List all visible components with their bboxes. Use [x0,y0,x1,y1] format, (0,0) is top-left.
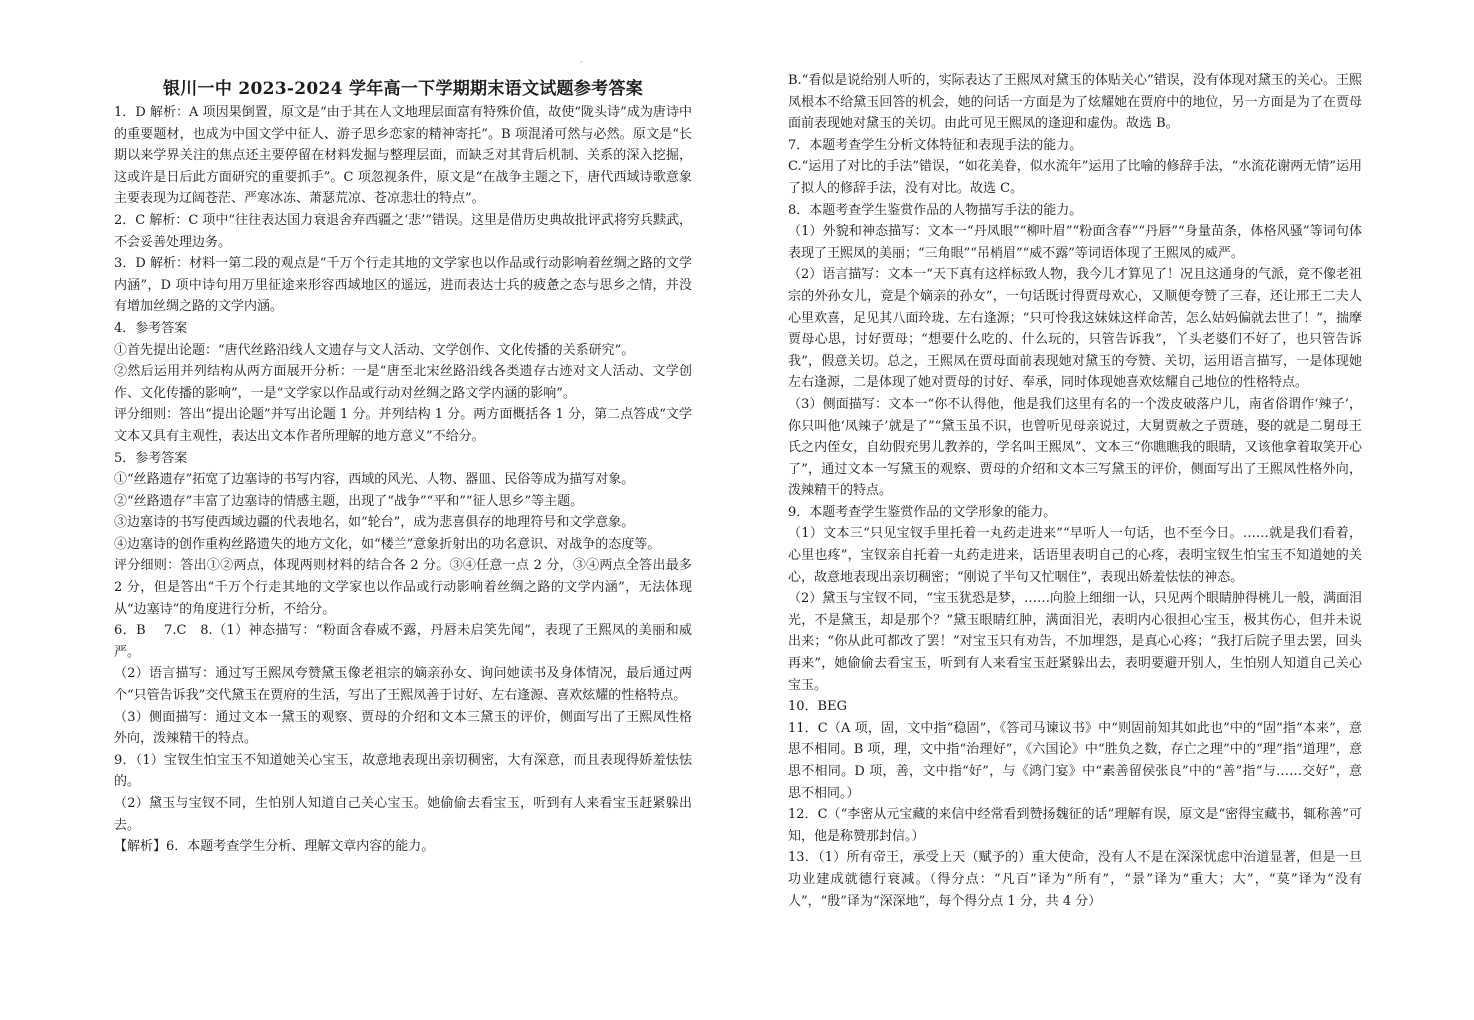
paragraph: 10．BEG [788,699,847,715]
paragraph: 7．本题考查学生分析文体特征和表现手法的能力。 [788,137,1083,153]
paragraph: 评分细则：答出“提出论题”并写出论题 1 分。并列结构 1 分。两方面概括各 1 分，第二点答成“文学文本又具有主观性，表达出文本作者所理解的地方意义”不给分。 [114,407,692,444]
paragraph: 5．参考答案 [114,450,188,466]
paragraph: （3）侧面描写：通过文本一黛玉的观察、贾母的介绍和文本三黛玉的评价，侧面写出了王熙凤性格外向，泼辣精干的特点。 [114,709,692,747]
page-title: 银川一中 2023-2024 学年高一下学期期末语文试题参考答案 [162,79,644,99]
paragraph: 4．参考答案 [114,320,188,336]
paragraph: （2）黛玉与宝钗不同，生怕别人知道自己关心宝玉。她偷偷去看宝玉，听到有人来看宝玉赶紧躲出去。 [114,796,692,833]
paragraph: 2．C 解析：C 项中“往往表达国力衰退舍弃西疆之‘悲’”错误。这里是借历史典故批评武将穷兵黩武，不会妥善处理边务。 [114,212,692,250]
paragraph: （1）外貌和神态描写：文本一“丹凤眼”“柳叶眉”“粉面含春”“丹唇”“身量苗条，体格风骚”等词句体表现了王熙凤的美丽；“三角眼”“吊梢眉”“威不露”等词语体现了王熙凤的威严。 [788,224,1362,261]
paragraph: 12．C（“李密从元宝藏的来信中经常看到赞扬魏征的话”理解有误，原文是“密得宝藏书，辄称善”可知，他是称赞那封信。） [788,807,1362,844]
paragraph: 13．（1）所有帝王，承受上天（赋予的）重大使命，没有人不是在深深忧虑中治道显著，但是一旦功业建成就德行衰减。（得分点：“凡百”译为“所有”，“景”译为“重大；大”，“莫”译为“没有人”，“殷”译为“深深地”，每个得分点 1 分，共 4 分） [788,850,1362,909]
paragraph: （2）黛玉与宝钗不同，“宝玉犹恐是梦，……向脸上细细一认，只见两个眼睛肿得桃儿一般，满面泪光，不是黛玉，却是那个？”黛玉眼睛红肿，满面泪光，表明内心很担心宝玉，极其伤心，但并未说出来；“你从此可都改了罢！”对宝玉只有劝告，不加埋怨，是真心心疼；“我打后院子里去罢，回头再来”，她偷偷去看宝玉，听到有人来看宝玉赶紧躲出去，表明要避开别人，生怕别人知道自己关心宝玉。 [788,591,1362,693]
paragraph: ④边塞诗的创作重构丝路遗失的地方文化，如“楼兰”意象折射出的功名意识、对战争的态度等。 [114,536,661,552]
paragraph: ②然后运用并列结构从两方面展开分析：一是“唐至北宋丝路沿线各类遗存古迹对文人活动、文学创作、文化传播的影响”，一是“文学家以作品或行动对丝绸之路文学内涵的影响”。 [114,364,692,401]
paragraph: B.“看似是说给别人听的，实际表达了王熙凤对黛玉的体贴关心”错误，没有体现对黛玉的关心。王熙凤根本不给黛玉回答的机会，她的问话一方面是为了炫耀她在贾府中的地位，另一方面是为了在贾母面前表现她对黛玉的关切。由此可见王熙凤的逢迎和虚伪。故选 B。 [788,73,1362,132]
paragraph: （2）语言描写：通过写王熙凤夸赞黛玉像老祖宗的嫡亲孙女、询问她读书及身体情况，最后通过两个“只管告诉我”交代黛玉在贾府的生活，写出了王熙凤善于讨好、左右逢源、喜欢炫耀的性格特点。 [114,666,692,704]
paragraph: 6．B 7.C 8.（1）神态描写：“粉面含春威不露，丹唇未启笑先闻”，表现了王熙凤的美丽和威严。 [114,623,692,660]
paragraph: ①首先提出论题：“唐代丝路沿线人文遗存与文人活动、文学创作、文化传播的关系研究”。 [114,342,635,358]
paragraph: 评分细则：答出①②两点，体现两则材料的结合各 2 分。③④任意一点 2 分，③④两点全答出最多 2 分，但是答出“千万个行走其地的文学家也以作品或行动影响着丝绸之路的文学内涵”，无法体现从“边塞诗”的角度进行分析，不给分。 [114,558,692,617]
left-column [114,70,692,858]
paragraph: （1）文本三“只见宝钗手里托着一丸药走进来”“早听人一句话，也不至今日。……就是我们看着，心里也疼”，宝钗亲自托着一丸药走进来，话语里表明自己的心疼，表明宝钗生怕宝玉不知道她的关心，故意地表现出亲切稠密；“刚说了半句又忙咽住”，表现出娇羞怯怯的神态。 [788,526,1362,585]
paragraph: ③边塞诗的书写使西域边疆的代表地名，如“轮台”，成为悲喜俱存的地理符号和文学意象。 [114,515,635,531]
paragraph: 【解析】6．本题考查学生分析、理解文章内容的能力。 [114,839,435,855]
paragraph: （3）侧面描写：文本一“你不认得他，他是我们这里有名的一个泼皮破落户儿，南省俗谓作‘辣子’，你只叫他‘凤辣子’就是了”“黛玉虽不识，也曾听见母亲说过，大舅贾赦之子贾琏，娶的就是二舅母王氏之内侄女，自幼假充男儿教养的，学名叫王熙凤”、文本三“你瞧瞧我的眼睛，又该他拿着取笑开心了”，通过文本一写黛玉的观察、贾母的介绍和文本三写黛玉的评价，侧面写出了王熙凤性格外向，泼辣精干的特点。 [788,396,1362,499]
paragraph: ①“丝路遗存”拓宽了边塞诗的书写内容，西域的风光、人物、器皿、民俗等成为描写对象。 [114,472,635,488]
answer-sheet-page: · 银川一中 2023-2024 学年高一下学期期末语文试题参考答案 1．D 解析：A 项因果倒置，原文是“由于其在人文地理层面富有特殊价值，故使“陇头诗”成为唐诗中的重要题材，也成为中国文学中征人、游子思乡恋家的精神寄托”。B 项混淆可然与必然。原文是“长期以来学界关注的焦点还主要停留在材料发掘与整理层面，而缺乏对其背后机制、关系的深入挖掘，这或许是日后此方面研究的重要抓手”。C 项忽视条件，原文是“在战争主题之下，唐代西域诗歌意象主要表现为辽阔苍茫、严寒冰冻、萧瑟荒凉、苍凉悲壮的特点”。 2．C 解析：C 项中“往往表达国力衰退舍弃西疆之‘悲’”错误。这里是借历史典故批评武将穷兵黩武，不会妥善处理边务。 3．D 解析：材料一第二段的观点是“千万个行走其地的文学家也以作品或行动影响着丝绸之路的文学内涵”，D 项中诗句用万里征途来形容西域地区的遥远，进而表达士兵的疲惫之态与思乡之情，并没有增加丝绸之路的文学内涵。 4．参考答案 ①首先提出论题：“唐代丝路沿线人文遗存与文人活动、文学创作、文化传播的关系研究”。 ②然后运用并列结构从两方面展开分析：一是“唐至北宋丝路沿线各类遗存古迹对文人活动、文学创作、文化传播的影响”，一是“文学家以作品或行动对丝绸之路文学内涵的影响”。 评分细则：答出“提出论题”并写出论题 1 分。并列结构 1 分。两方面概括各 1 分，第二点答成“文学文本又具有主观性，表达出文本作者所理解的地方意义”不给分。 5．参考答案 ①“丝路遗存”拓宽了边塞诗的书写内容，西域的风光、人物、器皿、民俗等成为描写对象。 ②“丝路遗存”丰富了边塞诗的情感主题，出现了“战争”“平和”“征人思乡”等主题。 ③边塞诗的书写使西域边疆的代表地名，如“轮台”，成为悲喜俱存的地理符号和文学意象。 ④边塞诗的创作重构丝路遗失的地方文化，如“楼兰”意象折射出的功名意识、对战争的态度等。 评分细则：答出①②两点，体现两则材料的结合各 2 分。③④任意一点 2 分，③④两点全答出最多 2 分，但是答出“千万个行走其地的文学家也以作品或行动影响着丝绸之路的文学内涵”，无法体现从“边塞诗”的角度进行分析，不给分。 6．B 7.C 8.（1）神态描写：“粉面含春威不露，丹唇未启笑先闻”，表现了王熙凤的美丽和威严。 （2）语言描写：通过写王熙凤夸赞黛玉像老祖宗的嫡亲孙女、询问她读书及身体情况，最后通过两个“只管告诉我”交代黛玉在贾府的生活，写出了王熙凤善于讨好、左右逢源、喜欢炫耀的性格特点。 （3）侧面描写：通过文本一黛玉的观察、贾母的介绍和文本三黛玉的评价，侧面写出了王熙凤性格外向，泼辣精干的特点。 9．（1）宝钗生怕宝玉不知道她关心宝玉，故意地表现出亲切稠密，大有深意，而且表现得娇羞怯怯的。 （2）黛玉与宝钗不同，生怕别人知道自己关心宝玉。她偷偷去看宝玉，听到有人来看宝玉赶紧躲出去。 【解析】6．本题考查学生分析、理解文章内容的能力。 B.“看似是说给别人听的，实际表达了王熙凤对黛玉的体贴关心”错误，没有体现对黛玉的关心。王熙凤根本不给黛玉回答的机会，她的问话一方面是为了炫耀她在贾府中的地位，另一方面是为了在贾母面前表现她对黛玉的关切。由此可见王熙凤的逢迎和虚伪。故选 B。 7．本题考查学生分析文体特征和表现手法的能力。 C.“运用了对比的手法”错误，“如花美眷，似水流年”运用了比喻的修辞手法，“水流花谢两无情”运用了拟人的修辞手法，没有对比。故选 C。 8．本题考查学生鉴赏作品的人物描写手法的能力。 （1）外貌和神态描写：文本一“丹凤眼”“柳叶眉”“粉面含春”“丹唇”“身量苗条，体格风骚”等词句体表现了王熙凤的美丽；“三角眼”“吊梢眉”“威不露”等词语体现了王熙凤的威严。 （2）语言描写：文本一“天下真有这样标致人物，我今儿才算见了！况且这通身的气派，竟不像老祖宗的外孙女儿，竟是个嫡亲的孙女”，一句话既讨得贾母欢心，又顺便夸赞了三春，还让邢王二夫人心里欢喜，足见其八面玲珑、左右逢源；“只可怜我这妹妹这样命苦，怎么姑妈偏就去世了！”，揣摩贾母心思，讨好贾母；“想要什么吃的、什么玩的，只管告诉我”，丫头老婆们不好了，也只管告诉我”，假意关切。总之，王熙凤在贾母面前表现她对黛玉的夸赞、关切，运用语言描写，一是体现她左右逢源，二是体现了她对贾母的讨好、奉承，同时体现她喜欢炫耀自己地位的性格特点。 （3）侧面描写：文本一“你不认得他，他是我们这里有名的一个泼皮破落户儿，南省俗谓作‘辣子’，你只叫他‘凤辣子’就是了”“黛玉虽不识，也曾听见母亲说过，大舅贾赦之子贾琏，娶的就是二舅母王氏之内侄女，自幼假充男儿教养的，学名叫王熙凤”、文本三“你瞧瞧我的眼睛，又该他拿着取笑开心了”，通过文本一写黛玉的观察、贾母的介绍和文本三写黛玉的评价，侧面写出了王熙凤性格外向，泼辣精干的特点。 9．本题考查学生鉴赏作品的文学形象的能力。 （1）文本三“只见宝钗手里托着一丸药走进来”“早听人一句话，也不至今日。……就是我们看着，心里也疼”，宝钗亲自托着一丸药走进来，话语里表明自己的心疼，表明宝钗生怕宝玉不知道她的关心，故意地表现出亲切稠密；“刚说了半句又忙咽住”，表现出娇羞怯怯的神态。 （2）黛玉与宝钗不同，“宝玉犹恐是梦，……向脸上细细一认，只见两个眼睛肿得桃儿一般，满面泪光，不是黛玉，却是那个？”黛玉眼睛红肿，满面泪光，表明内心很担心宝玉，极其伤心，但并未说出来；“你从此可都改了罢！”对宝玉只有劝告，不加埋怨，是真心心疼；“我打后院子里去罢，回头再来”，她偷偷去看宝玉，听到有人来看宝玉赶紧躲出去，表明要避开别人，生怕别人知道自己关心宝玉。 10．BEG 11．C（A 项，固，文中指“稳固”，《答司马谏议书》中“则固前知其如此也”中的“固”指“本来”，意思不相同。B 项，理，文中指“治理好”，《六国论》中“胜负之数，存亡之理”中的“理”指“道理”，意思不相同。D 项，善，文中指“好”，与《鸿门宴》中“素善留侯张良”中的“善”指“与……交好”，意思不相同。） 12．C（“李密从元宝藏的来信中经常看到赞扬魏征的话”理解有误，原文是“密得宝藏书，辄称善”可知，他是称赞那封信。） 13．（1）所有帝王，承受上天（赋予的）重大使命，没有人不是在深深忧虑中治道显著，但是一旦功业建成就德行衰减。（得分点：“凡百”译为“所有”，“景”译为“重大；大”，“莫”译为“没有人”，“殷”译为“深深地”，每个得分点 1 分，共 4 分） [0,0,1474,1020]
paragraph: 1．D 解析：A 项因果倒置，原文是“由于其在人文地理层面富有特殊价值，故使“陇头诗”成为唐诗中的重要题材，也成为中国文学中征人、游子思乡恋家的精神寄托”。B 项混淆可然与必然。原文是“长期以来学界关注的焦点还主要停留在材料发掘与整理层面，而缺乏对其背后机制、关系的深入挖掘，这或许是日后此方面研究的重要抓手”。C 项忽视条件，原文是“在战争主题之下，唐代西域诗歌意象主要表现为辽阔苍茫、严寒冰冻、萧瑟荒凉、苍凉悲壮的特点”。 [114,105,692,207]
paragraph: 3．D 解析：材料一第二段的观点是“千万个行走其地的文学家也以作品或行动影响着丝绸之路的文学内涵”，D 项中诗句用万里征途来形容西域地区的遥远，进而表达士兵的疲惫之态与思乡之情，并没有增加丝绸之路的文学内涵。 [114,256,692,315]
paragraph: 11．C（A 项，固，文中指“稳固”，《答司马谏议书》中“则固前知其如此也”中的“固”指“本来”，意思不相同。B 项，理，文中指“治理好”，《六国论》中“胜负之数，存亡之理”中的“理”指“道理”，意思不相同。D 项，善，文中指“好”，与《鸿门宴》中“素善留侯张良”中的“善”指“与……交好”，意思不相同。） [788,720,1362,801]
paragraph: 9．本题考查学生鉴赏作品的文学形象的能力。 [788,504,1057,520]
paragraph: 9．（1）宝钗生怕宝玉不知道她关心宝玉，故意地表现出亲切稠密，大有深意，而且表现得娇羞怯怯的。 [114,752,692,790]
paragraph: （2）语言描写：文本一“天下真有这样标致人物，我今儿才算见了！况且这通身的气派，竟不像老祖宗的外孙女儿，竟是个嫡亲的孙女”，一句话既讨得贾母欢心，又顺便夸赞了三春，还让邢王二夫人心里欢喜，足见其八面玲珑、左右逢源；“只可怜我这妹妹这样命苦，怎么姑妈偏就去世了！”，揣摩贾母心思，讨好贾母；“想要什么吃的、什么玩的，只管告诉我”，丫头老婆们不好了，也只管告诉我”，假意关切。总之，王熙凤在贾母面前表现她对黛玉的夸赞、关切，运用语言描写，一是体现她左右逢源，二是体现了她对贾母的讨好、奉承，同时体现她喜欢炫耀自己地位的性格特点。 [788,267,1362,391]
paragraph: ②“丝路遗存”丰富了边塞诗的情感主题，出现了“战争”“平和”“征人思乡”等主题。 [114,493,584,509]
right-column [788,70,1362,912]
paragraph: 8．本题考查学生鉴赏作品的人物描写手法的能力。 [788,202,1083,218]
paragraph: C.“运用了对比的手法”错误，“如花美眷，似水流年”运用了比喻的修辞手法，“水流花谢两无情”运用了拟人的修辞手法，没有对比。故选 C。 [788,159,1362,196]
